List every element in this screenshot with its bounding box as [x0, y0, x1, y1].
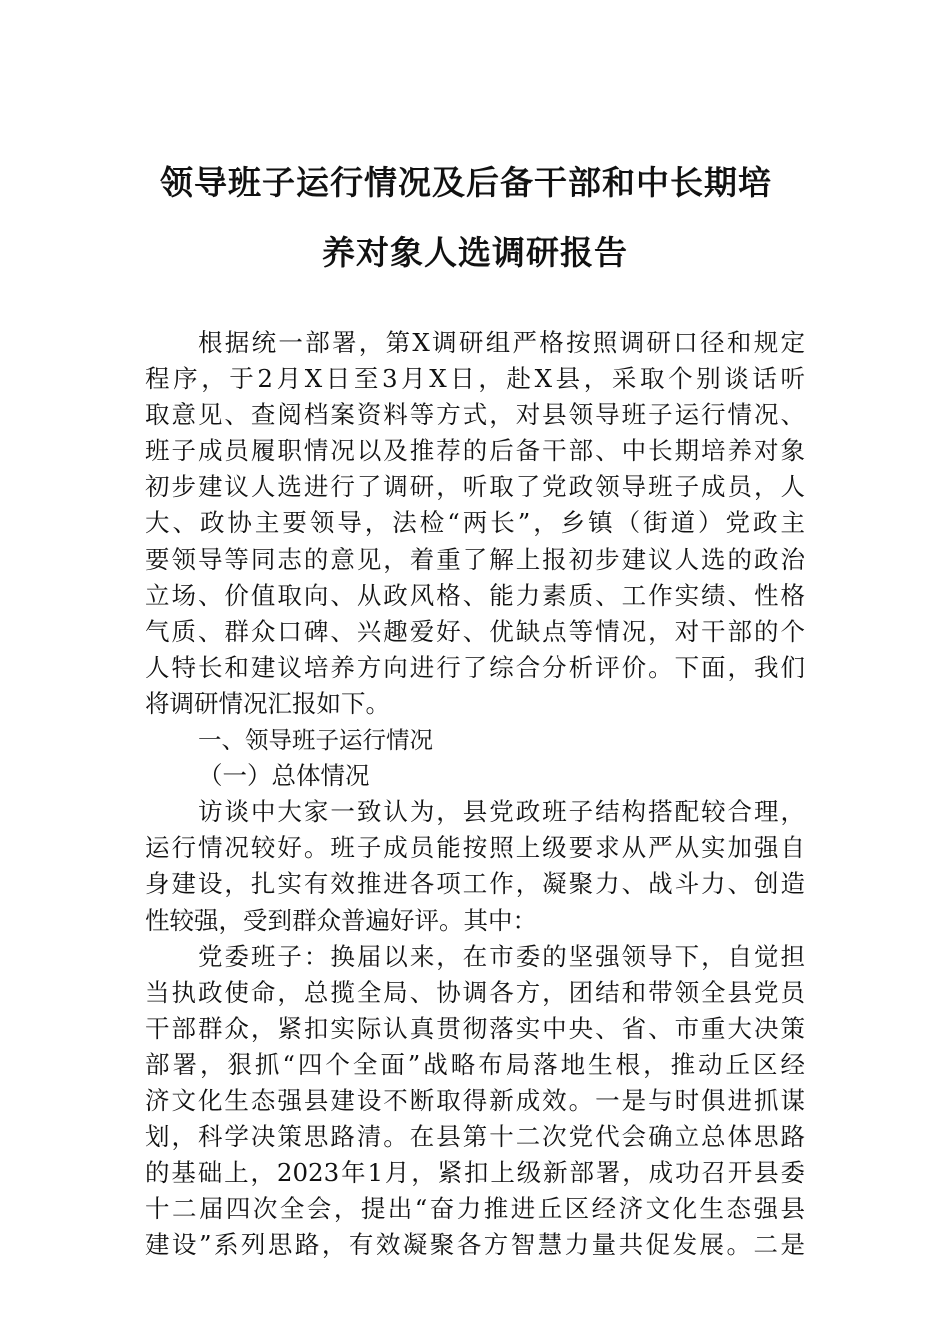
section-heading: 一、领导班子运行情况 — [198, 726, 433, 755]
paragraph-line: 取意见、查阅档案资料等方式，对县领导班子运行情况、 — [145, 400, 805, 430]
paragraph-line: 的基础上，2023年1月，紧扣上级新部署，成功召开县委 — [145, 1158, 805, 1188]
paragraph-line: 班子成员履职情况以及推荐的后备干部、中长期培养对象 — [145, 436, 805, 466]
paragraph-line: 立场、价值取向、从政风格、能力素质、工作实绩、性格 — [145, 580, 805, 610]
paragraph-line: 运行情况较好。班子成员能按照上级要求从严从实加强自 — [145, 833, 805, 863]
paragraph-line: 程序，于2月X日至3月X日，赴X县，采取个别谈话听 — [145, 364, 805, 394]
paragraph-line: 建设”系列思路，有效凝聚各方智慧力量共促发展。二是 — [145, 1230, 805, 1260]
paragraph-line: 大、政协主要领导，法检“两长”，乡镇（街道）党政主 — [145, 508, 805, 538]
paragraph-line: 气质、群众口碑、兴趣爱好、优缺点等情况，对干部的个 — [145, 616, 805, 646]
paragraph-line: 十二届四次全会，提出“奋力推进丘区经济文化生态强县 — [145, 1194, 805, 1224]
document-title-line-2: 养对象人选调研报告 — [322, 233, 628, 272]
paragraph-line: 济文化生态强县建设不断取得新成效。一是与时俱进抓谋 — [145, 1085, 805, 1115]
subsection-heading: （一）总体情况 — [198, 761, 370, 791]
paragraph-line: 干部群众，紧扣实际认真贯彻落实中央、省、市重大决策 — [145, 1013, 805, 1043]
paragraph-line: 当执政使命，总揽全局、协调各方，团结和带领全县党员 — [145, 977, 805, 1007]
paragraph-line: 初步建议人选进行了调研，听取了党政领导班子成员，人 — [145, 472, 805, 502]
paragraph-line: 根据统一部署，第X调研组严格按照调研口径和规定 — [198, 328, 805, 357]
paragraph-line: 部署，狠抓“四个全面”战略布局落地生根，推动丘区经 — [145, 1049, 805, 1079]
paragraph-line: 划，科学决策思路清。在县第十二次党代会确立总体思路 — [145, 1122, 805, 1152]
document-body — [145, 325, 805, 1263]
paragraph-line: 访谈中大家一致认为，县党政班子结构搭配较合理， — [198, 797, 805, 827]
paragraph-line: 党委班子：换届以来，在市委的坚强领导下，自觉担 — [198, 941, 805, 971]
paragraph-line: 身建设，扎实有效推进各项工作，凝聚力、战斗力、创造 — [145, 869, 805, 899]
document-title-line-1: 领导班子运行情况及后备干部和中长期培 — [160, 163, 772, 202]
paragraph-line: 性较强，受到群众普遍好评。其中： — [145, 905, 537, 935]
paragraph-line: 要领导等同志的意见，着重了解上报初步建议人选的政治 — [145, 544, 805, 574]
paragraph-line: 将调研情况汇报如下。 — [145, 688, 390, 718]
paragraph-line: 人特长和建议培养方向进行了综合分析评价。下面，我们 — [145, 652, 805, 682]
